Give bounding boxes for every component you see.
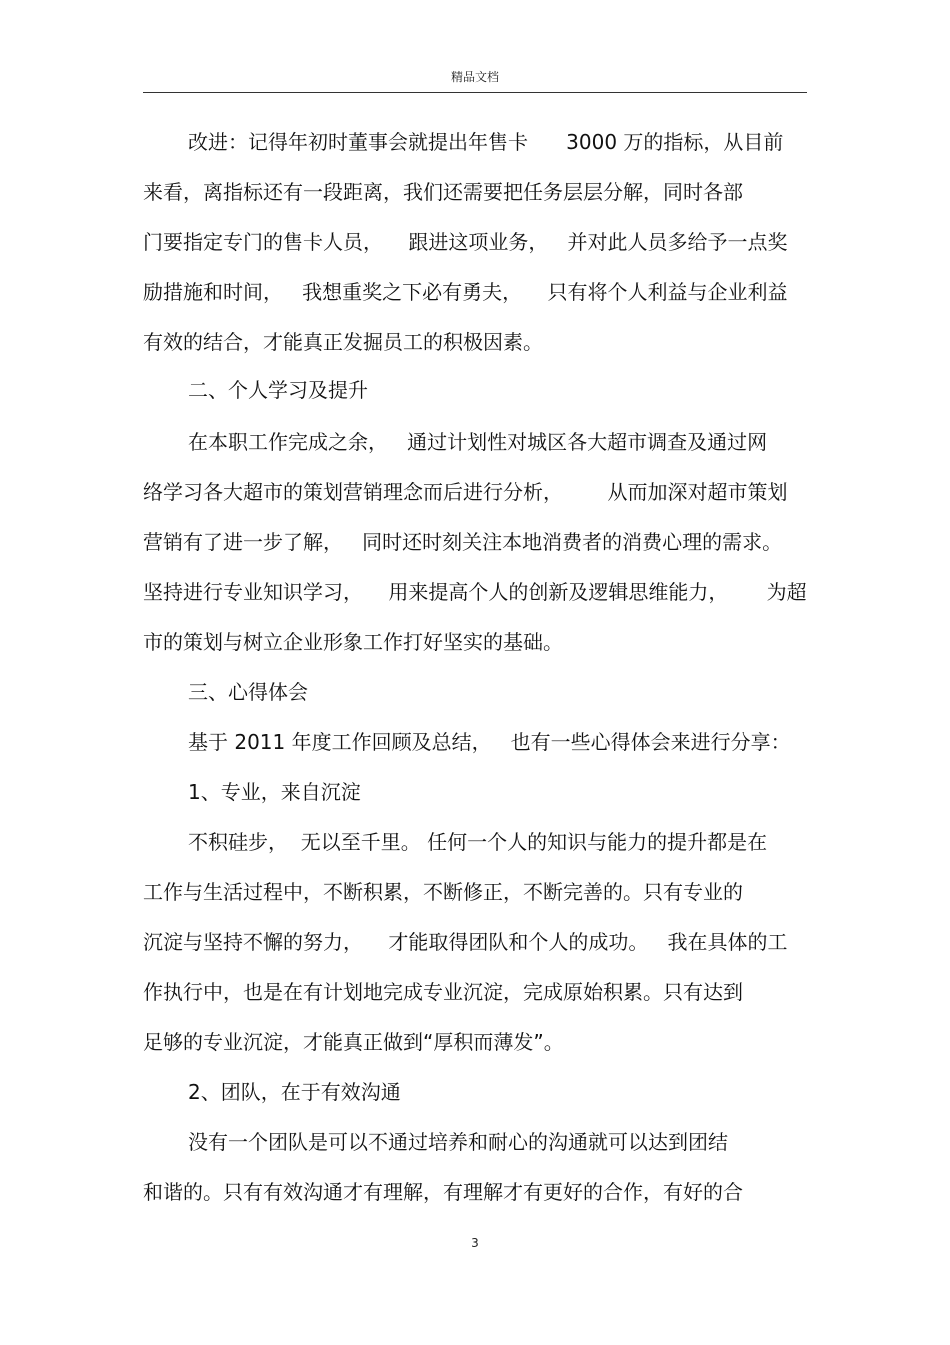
paragraph-line: 和谐的。只有有效沟通才有理解，有理解才有更好的合作，有好的合 [143,1180,743,1204]
paragraph-line: 沉淀与坚持不懈的努力， 才能取得团队和个人的成功。 我在具体的工 [143,930,788,954]
subsection-heading: 1、专业，来自沉淀 [188,780,361,804]
paragraph-line: 络学习各大超市的策划营销理念而后进行分析， 从而加深对超市策划 [143,480,788,504]
paragraph-line: 有效的结合，才能真正发掘员工的积极因素。 [143,330,543,354]
paragraph-line: 市的策划与树立企业形象工作打好坚实的基础。 [143,630,563,654]
section-heading: 二、个人学习及提升 [188,378,368,402]
paragraph-line: 营销有了进一步了解， 同时还时刻关注本地消费者的消费心理的需求。 [143,530,783,554]
header-divider [143,92,807,93]
paragraph-line: 励措施和时间， 我想重奖之下必有勇夫， 只有将个人利益与企业利益 [143,280,788,304]
paragraph-line: 作执行中，也是在有计划地完成专业沉淀，完成原始积累。只有达到 [143,980,743,1004]
paragraph-line: 足够的专业沉淀，才能真正做到“厚积而薄发”。 [143,1030,564,1054]
paragraph-line: 改进：记得年初时董事会就提出年售卡 3000 万的指标，从目前 [188,130,784,154]
paragraph-line: 工作与生活过程中，不断积累，不断修正，不断完善的。只有专业的 [143,880,743,904]
paragraph-line: 在本职工作完成之余， 通过计划性对城区各大超市调查及通过网 [188,430,768,454]
page-header: 精品文档 [450,70,499,84]
paragraph-line: 坚持进行专业知识学习， 用来提高个人的创新及逻辑思维能力， 为超 [143,580,807,604]
paragraph-line: 基于 2011 年度工作回顾及总结， 也有一些心得体会来进行分享： [188,730,791,754]
paragraph-line: 来看，离指标还有一段距离，我们还需要把任务层层分解，同时各部 [143,180,743,204]
paragraph-line: 没有一个团队是可以不通过培养和耐心的沟通就可以达到团结 [188,1130,728,1154]
section-heading: 三、心得体会 [188,680,308,704]
subsection-heading: 2、团队，在于有效沟通 [188,1080,401,1104]
page-number: 3 [471,1236,479,1250]
paragraph-line: 门要指定专门的售卡人员， 跟进这项业务， 并对此人员多给予一点奖 [143,230,788,254]
paragraph-line: 不积硅步， 无以至千里。 任何一个人的知识与能力的提升都是在 [188,830,768,854]
